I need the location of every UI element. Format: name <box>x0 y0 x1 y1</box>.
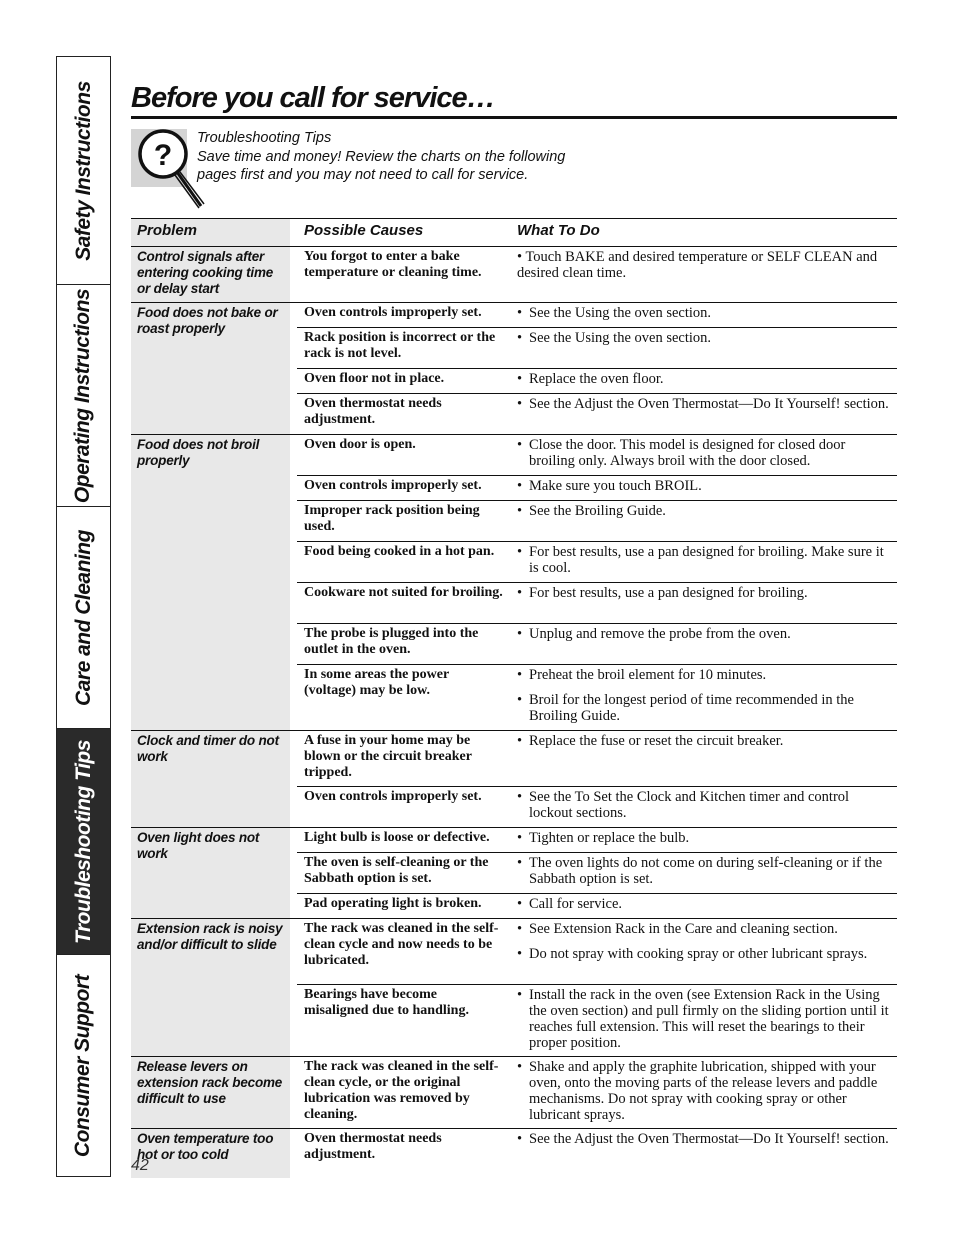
cause-text: The rack was cleaned in the self-clean cycle, or the original lubrication was removed by cleaning. <box>304 1059 499 1122</box>
cause-text: Food being cooked in a hot pan. <box>304 544 495 559</box>
todo-item: Unplug and remove the probe from the oven. <box>529 626 791 642</box>
cause-text: You forgot to enter a bake temperature or cleaning time. <box>304 249 482 280</box>
todo-item: For best results, use a pan designed for broiling. <box>529 585 808 601</box>
table-row <box>297 247 897 302</box>
problem-label: Oven light does not work <box>137 830 260 861</box>
cause-text: Pad operating light is broken. <box>304 896 482 911</box>
problem-group <box>131 1057 897 1129</box>
todo-text: • Replace the fuse or reset the circuit breaker. <box>517 733 893 758</box>
table-row <box>297 394 897 434</box>
tab-care-and-cleaning[interactable] <box>57 507 110 729</box>
todo-text: • Tighten or replace the bulb. <box>517 830 893 855</box>
cause-text: A fuse in your home may be blown or the circuit breaker tripped. <box>304 733 472 780</box>
problem-label: Extension rack is noisy and/or difficult to slide <box>137 921 283 952</box>
cause-text: The rack was cleaned in the self-clean cycle and now needs to be lubricated. <box>304 921 499 968</box>
todo-text: • See the Adjust the Oven Thermostat—Do It Yourself! section. <box>517 1131 893 1156</box>
problem-label: Clock and timer do not work <box>137 733 279 764</box>
todo-text <box>517 249 893 281</box>
table-row <box>297 853 897 894</box>
todo-text: • Close the door. This model is designed for closed door broiling only. Always broil with the door closed. <box>517 437 893 478</box>
todo-text: • Unplug and remove the probe from the oven. <box>517 626 893 651</box>
todo-item: • Touch BAKE and desired temperature or SELF CLEAN and desired clean time. <box>517 249 878 281</box>
todo-text: • See the Broiling Guide. <box>517 503 893 528</box>
tab-safety-instructions[interactable] <box>57 57 110 285</box>
todo-item: See the Using the oven section. <box>529 330 712 346</box>
cause-text: The probe is plugged into the outlet in the oven. <box>304 626 479 657</box>
todo-text: • The oven lights do not come on during self-cleaning or if the Sabbath option is set. <box>517 855 893 896</box>
todo-item: See the Using the oven section. <box>529 305 712 321</box>
problem-group <box>131 919 897 1057</box>
todo-text: • For best results, use a pan designed for broiling. Make sure it is cool. <box>517 544 893 585</box>
tab-consumer-support[interactable] <box>57 955 110 1176</box>
cause-text: The oven is self-cleaning or the Sabbath option is set. <box>304 855 489 886</box>
todo-text: • Shake and apply the graphite lubrication, shipped with your oven, onto the moving parts of the release levers and paddle mechanisms. Do not spray with cooking spray or other lubricant sprays. <box>517 1059 893 1132</box>
table-row <box>297 828 897 853</box>
header-problem: Problem <box>137 222 198 239</box>
troubleshooting-table <box>131 218 897 1169</box>
todo-text: • For best results, use a pan designed for broiling. <box>517 585 893 610</box>
cause-text: Oven thermostat needs adjustment. <box>304 1131 442 1162</box>
table-row <box>297 435 897 476</box>
cause-text: Oven door is open. <box>304 437 416 452</box>
table-row <box>297 328 897 369</box>
problem-group <box>131 247 897 303</box>
problem-group <box>131 1129 897 1169</box>
problem-label: Oven temperature too hot or too cold <box>137 1131 274 1162</box>
table-row <box>297 731 897 787</box>
table-row <box>297 303 897 328</box>
todo-item: Do not spray with cooking spray or other lubricant sprays. <box>529 946 868 962</box>
todo-text: • See the Using the oven section. <box>517 305 893 330</box>
todo-text: • Preheat the broil element for 10 minutes. • Broil for the longest period of time recommended in the Broiling Guide. <box>517 667 893 733</box>
table-row <box>297 894 897 918</box>
table-row <box>297 1057 897 1128</box>
todo-text: • Call for service. <box>517 896 893 921</box>
todo-item: Shake and apply the graphite lubrication, shipped with your oven, onto the moving parts of the release levers and paddle mechanisms. Do not spray with cooking spray or other lubricant sprays. <box>529 1059 878 1123</box>
page-number: 42 <box>131 1157 149 1174</box>
header-possible-causes: Possible Causes <box>304 222 424 239</box>
cause-text: Oven controls improperly set. <box>304 478 482 493</box>
table-row <box>297 787 897 827</box>
cause-text: Oven controls improperly set. <box>304 789 482 804</box>
cause-text: In some areas the power (voltage) may be low. <box>304 667 449 698</box>
todo-item: See the To Set the Clock and Kitchen timer and control lockout sections. <box>529 789 850 821</box>
problem-label: Food does not broil properly <box>137 437 260 468</box>
title-rule <box>131 116 897 119</box>
troubleshooting-tips-intro <box>197 129 565 185</box>
tab-troubleshooting-tips[interactable] <box>57 729 110 955</box>
cause-text: Light bulb is loose or defective. <box>304 830 490 845</box>
todo-item: Call for service. <box>529 896 623 912</box>
tips-heading: Troubleshooting Tips <box>197 130 332 146</box>
todo-item: Preheat the broil element for 10 minutes. <box>529 667 767 683</box>
cause-text: Improper rack position being used. <box>304 503 480 534</box>
cause-text: Cookware not suited for broiling. <box>304 585 503 600</box>
todo-item: Close the door. This model is designed for closed door broiling only. Always broil with the door closed. <box>529 437 846 469</box>
todo-item: See the Broiling Guide. <box>529 503 666 519</box>
cause-text: Oven thermostat needs adjustment. <box>304 396 442 427</box>
problem-label: Release levers on extension rack become difficult to use <box>137 1059 283 1106</box>
problem-label: Control signals after entering cooking time or delay start <box>137 249 274 296</box>
table-header <box>131 218 897 247</box>
tips-text-line: Save time and money! Review the charts on the following <box>197 148 566 165</box>
table-row <box>297 501 897 542</box>
todo-item: Make sure you touch BROIL. <box>529 478 702 494</box>
problem-group <box>131 435 897 731</box>
svg-text:?: ? <box>153 139 173 172</box>
todo-text: • See the Adjust the Oven Thermostat—Do It Yourself! section. <box>517 396 893 421</box>
problem-group <box>131 303 897 435</box>
header-what-to-do: What To Do <box>517 222 600 239</box>
table-row <box>297 583 897 624</box>
table-row <box>297 624 897 665</box>
todo-item: See the Adjust the Oven Thermostat—Do It Yourself! section. <box>529 1131 889 1147</box>
todo-text: • Replace the oven floor. <box>517 371 893 396</box>
section-tabs <box>56 56 111 1177</box>
table-row <box>297 542 897 583</box>
cause-text: Oven controls improperly set. <box>304 305 482 320</box>
tips-text-line: pages first and you may not need to call for service. <box>197 167 529 183</box>
cause-text: Oven floor not in place. <box>304 371 445 386</box>
todo-text: • See the Using the oven section. <box>517 330 893 355</box>
cause-text: Bearings have become misaligned due to handling. <box>304 987 469 1018</box>
problem-label: Food does not bake or roast properly <box>137 305 278 336</box>
todo-item: See the Adjust the Oven Thermostat—Do It Yourself! section. <box>529 396 889 412</box>
todo-text: • See Extension Rack in the Care and cleaning section. • Do not spray with cooking spray or other lubricant sprays. <box>517 921 893 971</box>
table-row <box>297 665 897 730</box>
todo-item: Replace the oven floor. <box>529 371 664 387</box>
todo-text: • Make sure you touch BROIL. <box>517 478 893 503</box>
todo-item: Tighten or replace the bulb. <box>529 830 690 846</box>
table-row <box>297 1129 897 1169</box>
tab-label: Safety Instructions <box>71 80 95 261</box>
problem-group <box>131 828 897 919</box>
todo-item: For best results, use a pan designed for broiling. Make sure it is cool. <box>529 544 884 576</box>
problem-group <box>131 731 897 828</box>
tab-label: Troubleshooting Tips <box>71 739 95 944</box>
table-row <box>297 476 897 501</box>
todo-item: The oven lights do not come on during self-cleaning or if the Sabbath option is set. <box>529 855 883 887</box>
tab-label: Consumer Support <box>71 974 95 1157</box>
todo-text: • Install the rack in the oven (see Extension Rack in the Using the oven section) and pull firmly on the sliding portion until it reaches full extension. This will reset the bearings to their proper position. <box>517 987 893 1060</box>
page-title: Before you call for service… <box>131 82 495 114</box>
todo-item: Broil for the longest period of time recommended in the Broiling Guide. <box>529 692 854 724</box>
tab-label: Care and Cleaning <box>71 529 95 706</box>
tab-operating-instructions[interactable] <box>57 285 110 507</box>
tab-label: Operating Instructions <box>71 288 95 503</box>
todo-item: Install the rack in the oven (see Extension Rack in the Using the oven section) and pull firmly on the sliding portion until it reaches full extension. This will reset the bearings to their proper position. <box>529 987 889 1051</box>
cause-text: Rack position is incorrect or the rack is not level. <box>304 330 496 361</box>
todo-item: Replace the fuse or reset the circuit breaker. <box>529 733 784 749</box>
todo-item: See Extension Rack in the Care and cleaning section. <box>529 921 838 937</box>
table-row <box>297 985 897 1056</box>
table-row <box>297 919 897 985</box>
todo-text: • See the To Set the Clock and Kitchen timer and control lockout sections. <box>517 789 893 830</box>
table-row <box>297 369 897 394</box>
